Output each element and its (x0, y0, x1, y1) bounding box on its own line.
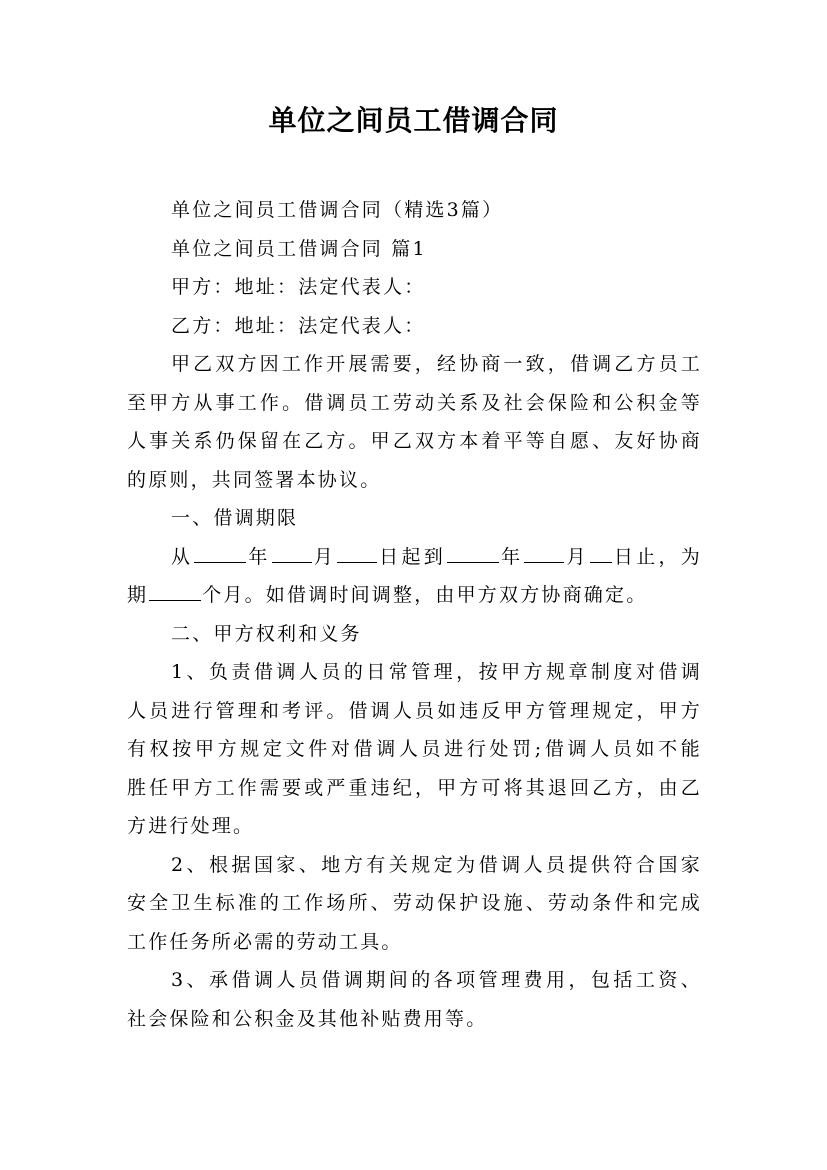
term-day-text: 日止，为 (612, 545, 702, 568)
start-year-blank[interactable] (194, 542, 246, 563)
start-day-blank[interactable] (337, 542, 377, 563)
term-year-text: 年 (247, 545, 271, 568)
item2-line: 安全卫生标准的工作场所、劳动保护设施、劳动条件和完成 (127, 892, 702, 914)
end-month-blank[interactable] (524, 542, 564, 563)
item1-line: 人员进行管理和考评。借调人员如违反甲方管理规定，甲方 (127, 699, 702, 722)
term-rest-text: 个月。如借调时间调整，由甲方双方协商确定。 (202, 584, 648, 606)
start-month-blank[interactable] (272, 542, 312, 563)
end-day-blank[interactable] (590, 542, 612, 563)
intro-line: 至甲方从事工作。借调员工劳动关系及社会保险和公积金等 (127, 391, 702, 414)
document-body (127, 191, 702, 1038)
document-title: 单位之间员工借调合同 (268, 104, 559, 137)
term-month-text: 月 (565, 545, 589, 568)
part-heading: 单位之间员工借调合同 篇1 (171, 237, 427, 260)
term-line-2 (127, 576, 702, 615)
item2-line: 工作任务所必需的劳动工具。 (127, 930, 403, 953)
party-b-line: 乙方：地址：法定代表人： (171, 314, 426, 337)
item1-line: 胜任甲方工作需要或严重违纪，甲方可将其退回乙方，由乙 (127, 776, 702, 799)
term-from-text: 从 (171, 545, 194, 568)
item1-line: 方进行处理。 (127, 815, 255, 837)
term-year-text: 年 (500, 545, 524, 568)
item3-line: 社会保险和公积金及其他补贴费用等。 (127, 1007, 488, 1030)
term-line-1 (127, 538, 702, 577)
section-heading-term: 一、借调期限 (171, 507, 299, 529)
term-period-text: 期 (127, 584, 149, 606)
intro-line: 人事关系仍保留在乙方。甲乙双方本着平等自愿、友好协商 (127, 430, 702, 452)
term-month-text: 月 (312, 545, 337, 568)
party-a-line: 甲方：地址：法定代表人： (171, 276, 426, 298)
item3-line: 3、承借调人员借调期间的各项管理费用，包括工资、 (171, 969, 702, 991)
intro-line: 的原则，共同签署本协议。 (127, 468, 382, 491)
item2-line: 2、根据国家、地方有关规定为借调人员提供符合国家 (171, 853, 702, 876)
intro-line: 甲乙双方因工作开展需要，经协商一致，借调乙方员工 (171, 353, 702, 375)
item1-line: 有权按甲方规定文件对借调人员进行处罚;借调人员如不能 (127, 738, 702, 760)
months-blank[interactable] (149, 580, 201, 601)
document-subtitle: 单位之间员工借调合同（精选3篇） (171, 199, 504, 221)
section-heading-party-a: 二、甲方权利和义务 (171, 622, 362, 645)
item1-line: 1、负责借调人员的日常管理，按甲方规章制度对借调 (171, 661, 702, 683)
term-day-text: 日起到 (378, 545, 447, 568)
end-year-blank[interactable] (447, 542, 499, 563)
